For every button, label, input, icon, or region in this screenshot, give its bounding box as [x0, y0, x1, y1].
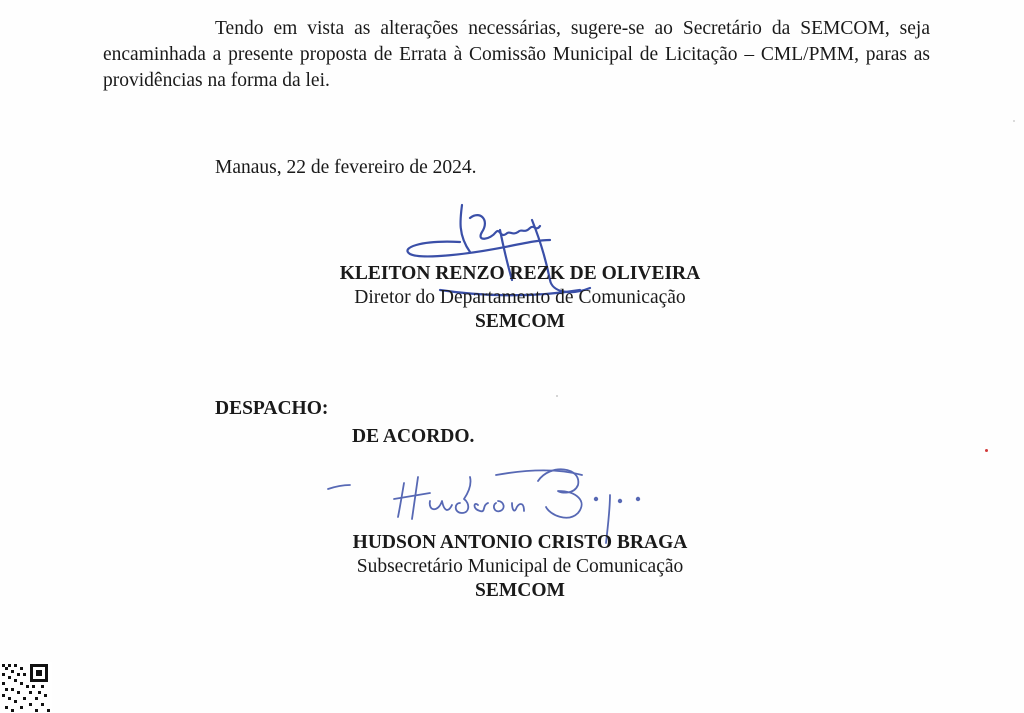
body-paragraph: Tendo em vista as alterações necessárias, sugere-se ao Secretário da SEMCOM, seja encaminhada a presente proposta de Errata à Comissão Municipal de Licitação – CML/PMM, paras as providências na forma da lei. [103, 18, 930, 91]
paper-speck [1013, 120, 1015, 122]
signatory-1-name: KLEITON RENZO REZK DE OLIVEIRA [339, 263, 701, 284]
signatory-2-name: HUDSON ANTONIO CRISTO BRAGA [352, 532, 688, 553]
signature-block-1 [200, 262, 840, 334]
paper-speck [985, 449, 988, 452]
despacho-value: DE ACORDO. [352, 426, 475, 447]
signature-block-2 [200, 531, 840, 603]
place-date: Manaus, 22 de fevereiro de 2024. [215, 157, 477, 178]
signatory-1-role: Diretor do Departamento de Comunicação [354, 287, 686, 308]
signatory-1-organization: SEMCOM [475, 311, 565, 332]
despacho-label: DESPACHO: [215, 398, 329, 419]
qr-code-icon [0, 662, 52, 713]
signatory-2-organization: SEMCOM [475, 580, 565, 601]
signatory-2-role: Subsecretário Municipal de Comunicação [356, 556, 684, 577]
paper-speck [556, 395, 558, 397]
